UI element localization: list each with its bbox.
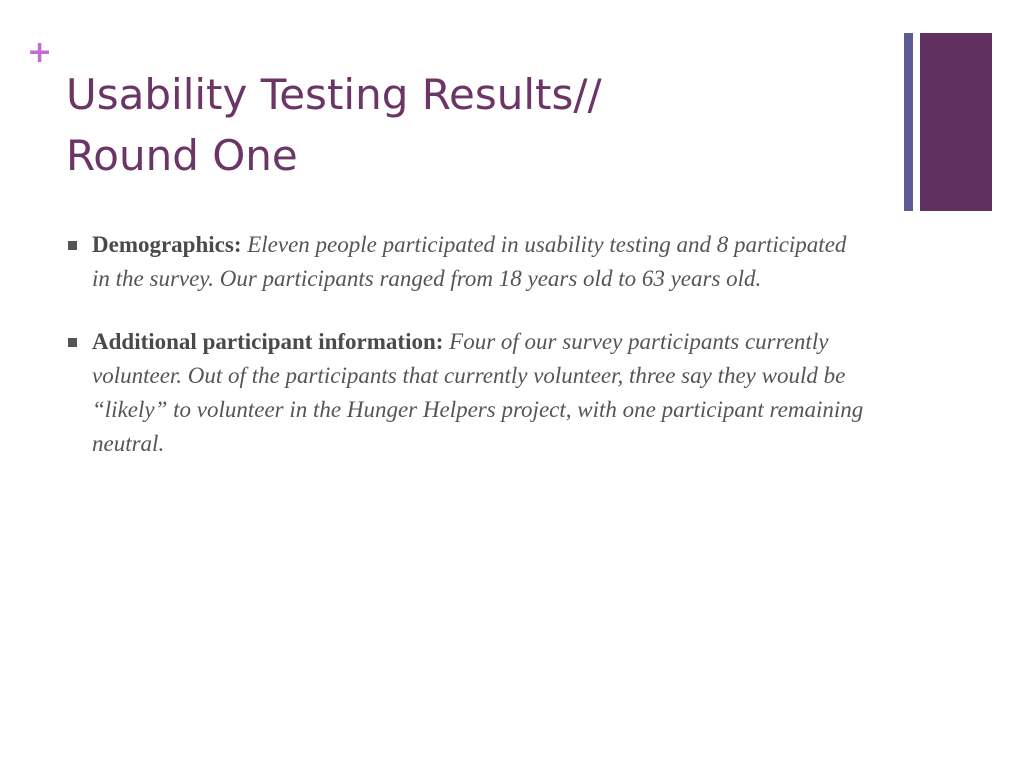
bullet-label: Demographics: (92, 232, 248, 257)
bullet-label: Additional participant information: (92, 329, 450, 354)
accent-bar-thick (920, 33, 992, 211)
bullet-text: Eleven people participated in usability testing and 8 participated in the survey. Our participants ranged from 18 years old to 63 years old. (92, 232, 847, 291)
plus-icon: + (27, 35, 53, 70)
bullet-additional-info (68, 325, 868, 461)
bullet-demographics (68, 228, 868, 296)
accent-bar-thin (904, 33, 913, 211)
slide-title (66, 64, 866, 186)
title-line-2: Round One (66, 131, 298, 180)
bullet-text: Four of our survey participants currently volunteer. Out of the participants that currently volunteer, three say they would be “likely” to volunteer in the Hunger Helpers project, with one participant remaining neutral. (92, 329, 864, 456)
title-line-1: Usability Testing Results// (66, 70, 602, 119)
bullet-list (68, 228, 868, 461)
square-bullet-icon (68, 241, 77, 250)
square-bullet-icon (68, 338, 77, 347)
